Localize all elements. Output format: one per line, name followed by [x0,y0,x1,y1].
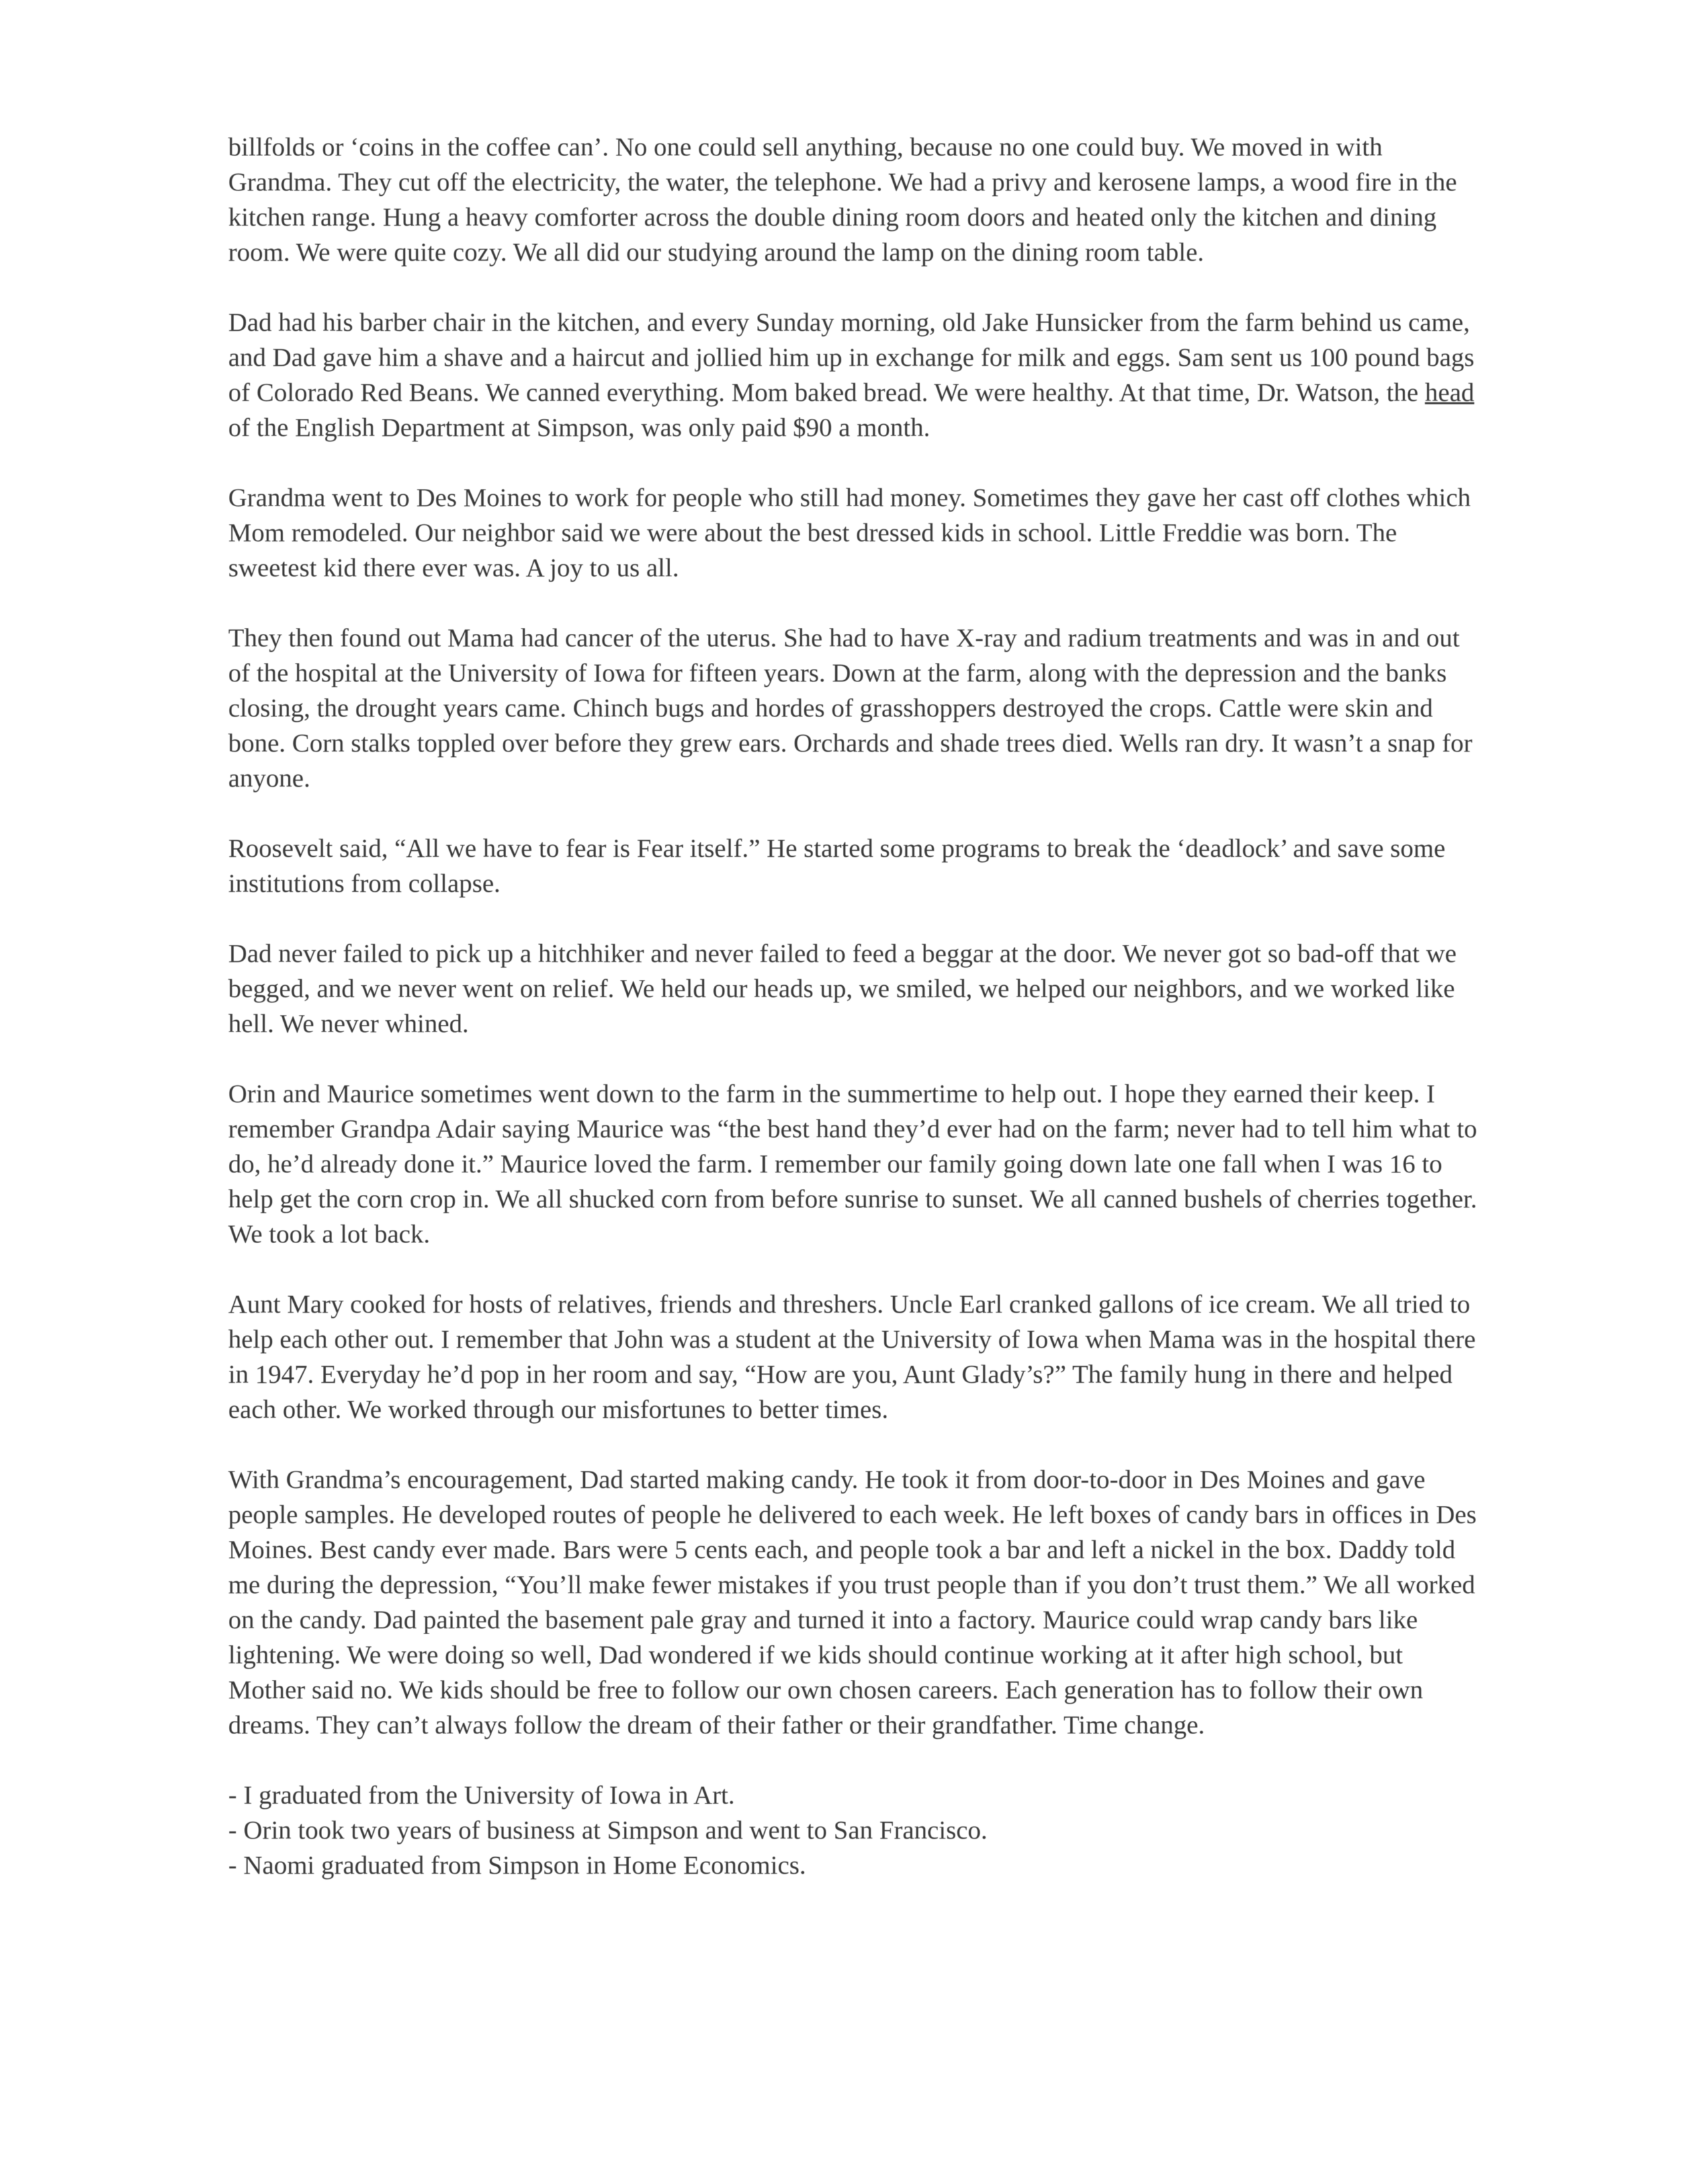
underlined-word: head [1424,378,1475,407]
body-text [228,130,1482,1883]
paragraph-depression-move: billfolds or ‘coins in the coffee can’. No one could sell anything, because no one could buy. We moved in with Grandma. They cut off the electricity, the water, the telephone. We had a privy and kerosene lamps, a wood fire in the kitchen range. Hung a heavy comforter across the double dining room doors and heated only the kitchen and dining room. We were quite cozy. We all did our studying around the lamp on the dining room table. [228,132,1457,267]
paragraph-hitchhiker: Dad never failed to pick up a hitchhiker and never failed to feed a beggar at the door. We never got so bad-off that we begged, and we never went on relief. We held our heads up, we smiled, we helped our neighbors, and we worked like hell. We never whined. [228,939,1457,1038]
list-item: - Naomi graduated from Simpson in Home Economics. [228,1851,806,1880]
paragraph-grandma-des-moines: Grandma went to Des Moines to work for people who still had money. Sometimes they gave her cast off clothes which Mom remodeled. Our neighbor said we were about the best dressed kids in school. Little Freddie was born. The sweetest kid there ever was. A joy to us all. [228,483,1471,582]
paragraph-farm-summers: Orin and Maurice sometimes went down to the farm in the summertime to help out. I hope they earned their keep. I remember Grandpa Adair saying Maurice was “the best hand they’d ever had on the farm; never had to tell him what to do, he’d already done it.” Maurice loved the farm. I remember our family going down late one fall when I was 16 to help get the corn crop in. We all shucked corn from before sunrise to sunset. We all canned bushels of cherries together. We took a lot back. [228,1079,1477,1248]
paragraph-barber-chair-end: of the English Department at Simpson, was only paid $90 a month. [228,413,930,442]
list-item: - I graduated from the University of Iowa in Art. [228,1780,735,1810]
paragraph-aunt-mary: Aunt Mary cooked for hosts of relatives, friends and threshers. Uncle Earl cranked gallons of ice cream. We all tried to help each other out. I remember that John was a student at the University of Iowa when Mama was in the hospital there in 1947. Everyday he’d pop in her room and say, “How are you, Aunt Glady’s?” The family hung in there and helped each other. We worked through our misfortunes to better times. [228,1289,1476,1424]
paragraph-roosevelt: Roosevelt said, “All we have to fear is Fear itself.” He started some programs to break the ‘deadlock’ and save some institutions from collapse. [228,834,1446,898]
paragraph-barber-chair [228,305,1482,445]
paragraph-candy-business: With Grandma’s encouragement, Dad started making candy. He took it from door-to-door in Des Moines and gave people samples. He developed routes of people he delivered to each week. He left boxes of candy bars in offices in Des Moines. Best candy ever made. Bars were 5 cents each, and people took a bar and left a nickel in the box. Daddy told me during the depression, “You’ll make fewer mistakes if you trust people than if you don’t trust them.” We all worked on the candy. Dad painted the basement pale gray and turned it into a factory. Maurice could wrap candy bars like lightening. We were doing so well, Dad wondered if we kids should continue working at it after high school, but Mother said no. We kids should be free to follow our own chosen careers. Each generation has to follow their own dreams. They can’t always follow the dream of their father or their grandfather. Time change. [228,1465,1477,1739]
paragraph-mama-cancer: They then found out Mama had cancer of the uterus. She had to have X-ray and radium treatments and was in and out of the hospital at the University of Iowa for fifteen years. Down at the farm, along with the depression and the banks closing, the drought years came. Chinch bugs and hordes of grasshoppers destroyed the crops. Cattle were skin and bone. Corn stalks toppled over before they grew ears. Orchards and shade trees died. Wells ran dry. It wasn’t a snap for anyone. [228,623,1473,793]
paragraph-barber-chair-start: Dad had his barber chair in the kitchen, and every Sunday morning, old Jake Hunsicker from the farm behind us came, and Dad gave him a shave and a haircut and jollied him up in exchange for milk and eggs. Sam sent us 100 pound bags of Colorado Red Beans. We canned everything. Mom baked bread. We were healthy. At that time, Dr. Watson, the [228,308,1475,407]
list-item: - Orin took two years of business at Simpson and went to San Francisco. [228,1815,988,1845]
graduation-list [228,1778,1482,1883]
